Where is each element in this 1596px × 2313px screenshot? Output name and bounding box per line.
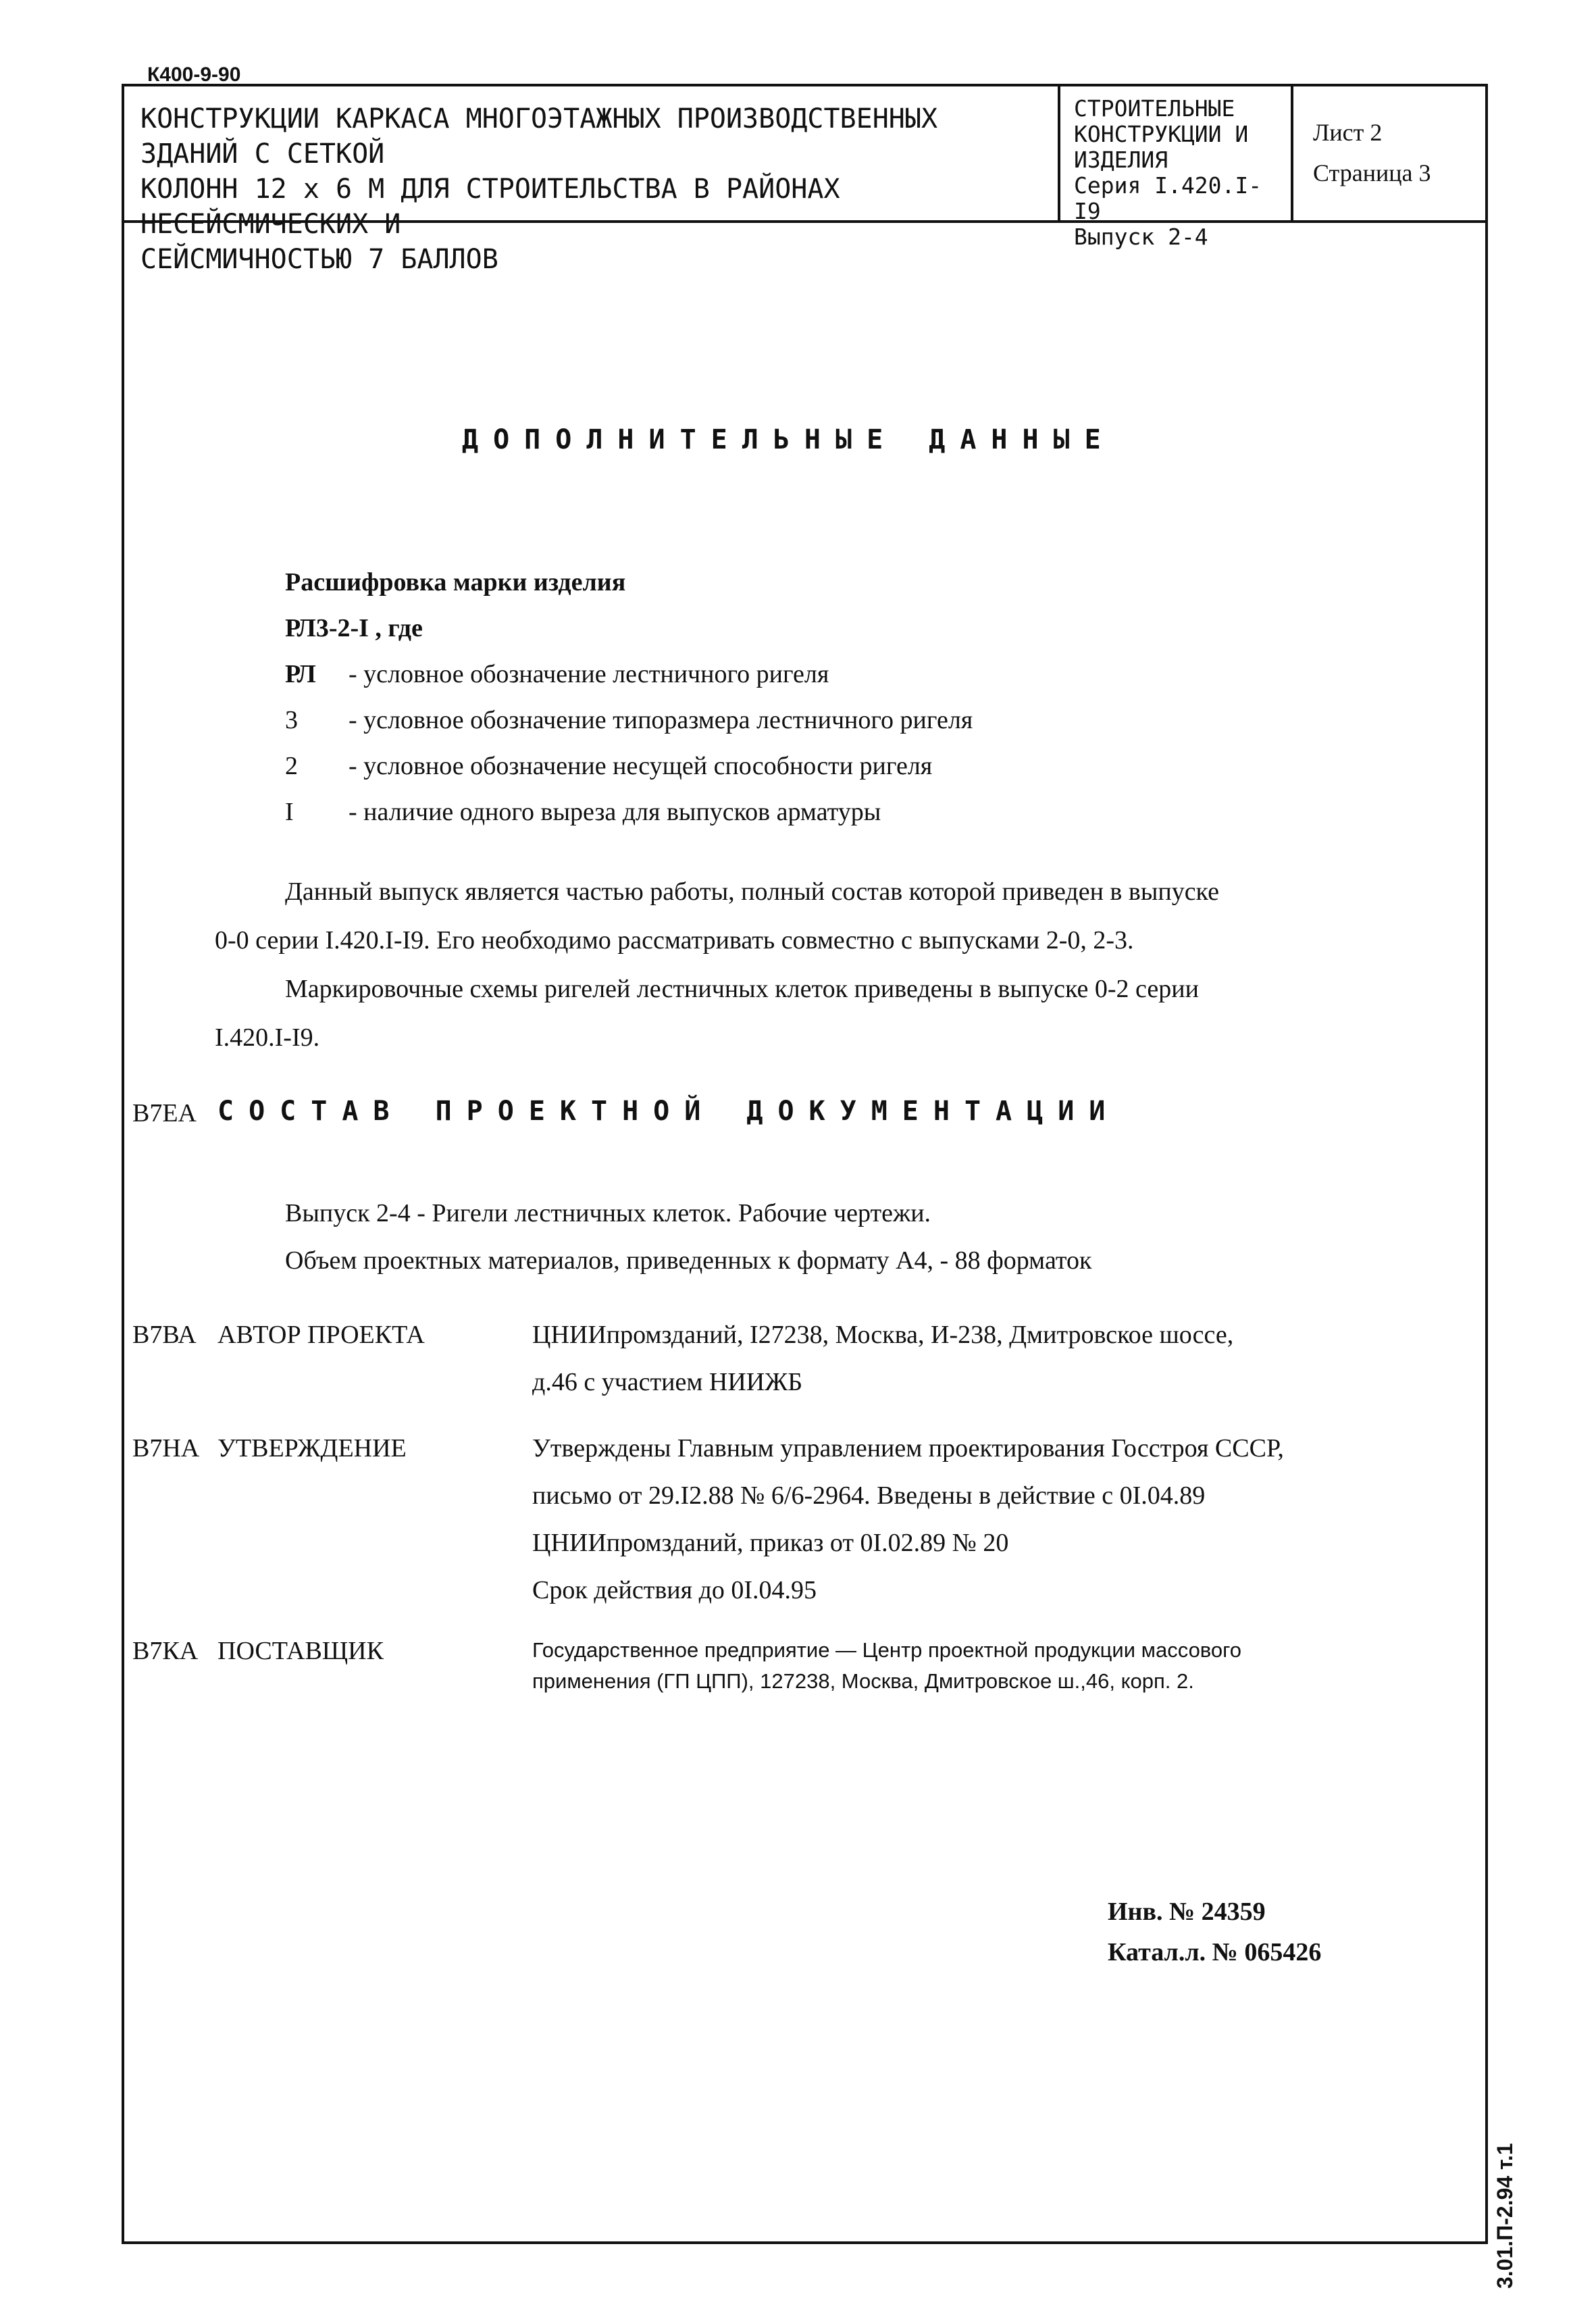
decode-code: 3 [285,706,298,734]
series-line: КОНСТРУКЦИИ И [1074,121,1249,147]
author-line: д.46 с участием НИИЖБ [532,1368,803,1396]
supplier-code: В7КА [132,1637,199,1665]
header-series [1074,96,1283,250]
supplier-label: ПОСТАВЩИК [217,1637,384,1665]
header-title-line: КОНСТРУКЦИИ КАРКАСА МНОГОЭТАЖНЫХ ПРОИЗВОДСТВЕННЫХ ЗДАНИЙ С СЕТКОЙ [140,103,938,170]
series-line: СТРОИТЕЛЬНЫЕ [1074,95,1235,122]
approval-line: Срок действия до 0I.04.95 [532,1576,817,1604]
vertical-stamp: 3.01.П-2.94 т.1 [1493,2143,1517,2289]
supplier-line: применения (ГП ЦПП), 127238, Москва, Дмитровское ш.,46, корп. 2. [532,1669,1194,1693]
approval-line: ЦНИИпромзданий, приказ от 0I.02.89 № 20 [532,1529,1009,1557]
series-line: Выпуск 2-4 [1074,224,1208,250]
volume-line: Объем проектных материалов, приведенных к формату А4, - 88 форматок [285,1246,1092,1275]
composition-heading: СОСТАВ ПРОЕКТНОЙ ДОКУМЕНТАЦИИ [217,1096,1121,1127]
paragraph-line: I.420.I-I9. [215,1023,320,1052]
paragraph-line: 0-0 серии I.420.I-I9. Его необходимо рассматривать совместно с выпусками 2-0, 2-3. [215,926,1134,955]
header-title-line: КОЛОНН 12 х 6 М ДЛЯ СТРОИТЕЛЬСТВА В РАЙОНАХ НЕСЕЙСМИЧЕСКИХ И [140,174,840,240]
header-title [140,101,1046,277]
decode-text: - условное обозначение типоразмера лестничного ригеля [349,706,973,734]
decode-text: - наличие одного выреза для выпусков арматуры [349,798,881,826]
page-frame [122,84,1488,2244]
paragraph-line: Данный выпуск является частью работы, полный состав которой приведен в выпуске [285,878,1219,906]
author-code: В7ВА [132,1321,197,1349]
series-line: ИЗДЕЛИЯ [1074,147,1168,173]
series-line: Серия I.420.I-I9 [1074,172,1262,224]
author-label: АВТОР ПРОЕКТА [217,1321,425,1349]
decode-code: I [285,798,294,826]
approval-label: УТВЕРЖДЕНИЕ [217,1434,407,1463]
approval-line: Утверждены Главным управлением проектирования Госстроя СССР, [532,1434,1284,1463]
decode-text: - условное обозначение лестничного ригеля [349,660,829,688]
sheet-number: Лист 2 [1313,119,1383,146]
paragraph-line: Маркировочные схемы ригелей лестничных клеток приведены в выпуске 0-2 серии [285,975,1199,1003]
approval-code: В7НА [132,1434,200,1463]
header-sheet-info [1313,112,1431,193]
page-number: Страница 3 [1313,159,1431,186]
supplier-line: Государственное предприятие — Центр проектной продукции массового [532,1638,1242,1662]
decode-title: Расшифровка марки изделия [285,568,626,596]
decode-text: - условное обозначение несущей способности ригеля [349,752,933,780]
header-title-line: СЕЙСМИЧНОСТЬЮ 7 БАЛЛОВ [140,244,498,275]
issue-line: Выпуск 2-4 - Ригели лестничных клеток. Рабочие чертежи. [285,1199,931,1227]
product-mark: РЛ3-2-I , где [285,614,423,642]
decode-code: РЛ [285,660,316,688]
document-code: К400-9-90 [147,63,241,86]
supplier-text [532,1635,1370,1697]
inventory-number: Инв. № 24359 [1108,1898,1266,1926]
author-line: ЦНИИпромзданий, I27238, Москва, И-238, Дмитровское шоссе, [532,1321,1234,1349]
additional-data-heading: ДОПОЛНИТЕЛЬНЫЕ ДАННЫЕ [462,424,1116,455]
header-divider-vertical-1 [1058,84,1060,222]
header-divider-vertical-2 [1291,84,1293,222]
composition-code: В7ЕА [132,1099,197,1127]
decode-code: 2 [285,752,298,780]
approval-line: письмо от 29.I2.88 № 6/6-2964. Введены в действие с 0I.04.89 [532,1481,1206,1510]
catalog-number: Катал.л. № 065426 [1108,1938,1322,1966]
